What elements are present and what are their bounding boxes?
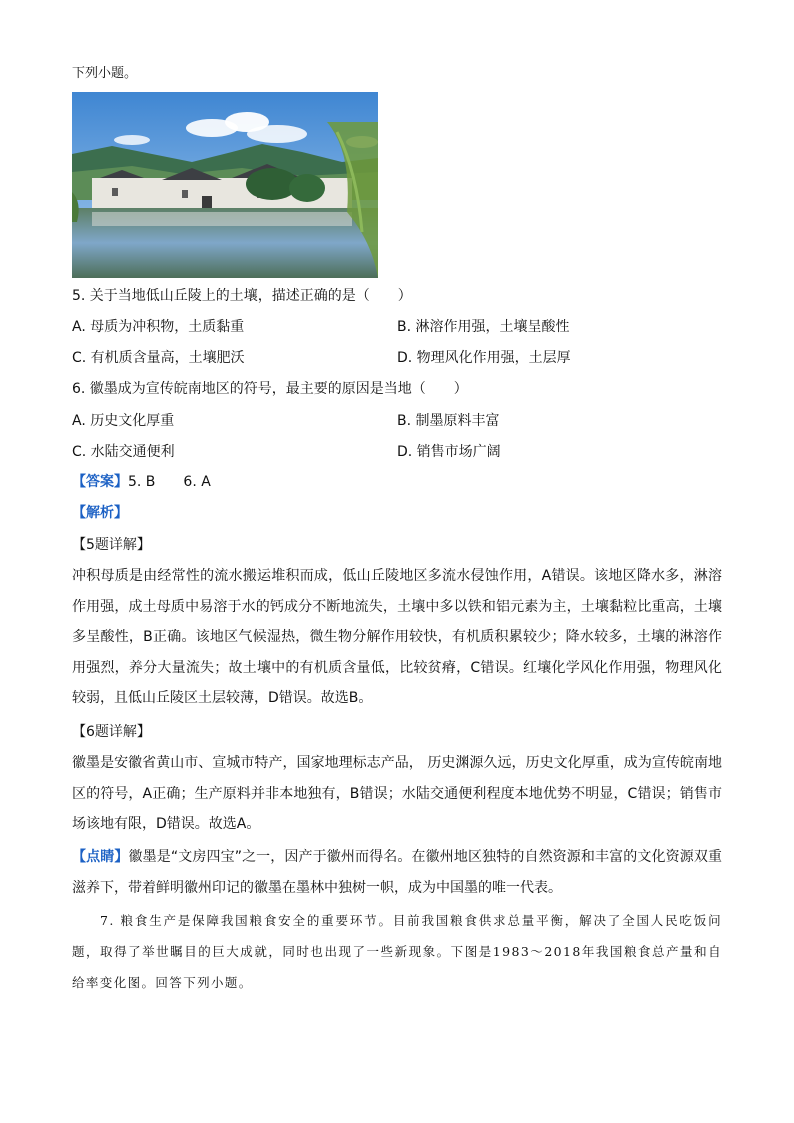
- question-6-option-d: D. 销售市场广阔: [397, 444, 501, 460]
- landscape-photo-icon: [72, 92, 378, 278]
- tip-tag: 【点睛】: [72, 849, 129, 865]
- question-6-stem: 6. 徽墨成为宣传皖南地区的符号，最主要的原因是当地（ ）: [72, 381, 468, 397]
- answer-value: 5. B 6. A: [128, 474, 211, 490]
- question-6-option-b: B. 制墨原料丰富: [397, 413, 500, 429]
- question-6-option-c: C. 水陆交通便利: [72, 444, 175, 460]
- detail-6-text: 徽墨是安徽省黄山市、宣城市特产，国家地理标志产品， 历史渊源久远，历史文化厚重，成为宣传皖南地区的符号，A正确；生产原料并非本地独有，B错误；水陆交通便利程度本地优势不明显，C错误；销售市场该地有限，D错误。故选A。: [72, 755, 722, 832]
- question-5-option-d: D. 物理风化作用强，土层厚: [397, 350, 571, 366]
- analysis-tag: 【解析】: [72, 505, 128, 521]
- detail-5-text: 冲积母质是由经常性的流水搬运堆积而成，低山丘陵地区多流水侵蚀作用，A错误。该地区降水多，淋溶作用强，成土母质中易溶于水的钙成分不断地流失，土壤中多以铁和铝元素为主，土壤黏粒比重高，土壤多呈酸性，B正确。该地区气候湿热，微生物分解作用较快，有机质积累较少；降水较多，土壤的淋溶作用强烈，养分大量流失；故土壤中的有机质含量低，比较贫瘠，C错误。红壤化学风化作用强，物理风化较弱，且低山丘陵区土层较薄，D错误。故选B。: [72, 568, 722, 706]
- answer-tag: 【答案】: [72, 474, 128, 490]
- answer-line: [72, 472, 211, 492]
- detail-5-heading: [72, 535, 151, 555]
- lead-text: 下列小题。: [72, 66, 138, 81]
- tip-paragraph: [72, 842, 722, 903]
- detail-6-heading: [72, 722, 151, 742]
- detail-5-tag: 【5题详解】: [72, 537, 151, 553]
- question-7-intro: 7. 粮食生产是保障我国粮食安全的重要环节。目前我国粮食供求总量平衡，解决了全国人民吃饭问题，取得了举世瞩目的巨大成就，同时也出现了一些新现象。下图是1983～2018年我国粮食总产量和自给率变化图。回答下列小题。: [72, 913, 722, 990]
- tip-text: 徽墨是“文房四宝”之一，因产于徽州而得名。在徽州地区独特的自然资源和丰富的文化资源双重滋养下，带着鲜明徽州印记的徽墨在墨林中独树一帜，成为中国墨的唯一代表。: [72, 849, 722, 896]
- question-5-option-a: A. 母质为冲积物，土质黏重: [72, 319, 245, 335]
- detail-6-tag: 【6题详解】: [72, 724, 151, 740]
- analysis-line: [72, 503, 128, 523]
- landscape-photo: [72, 92, 378, 278]
- question-5-option-c: C. 有机质含量高，土壤肥沃: [72, 350, 245, 366]
- question-5-option-b: B. 淋溶作用强，土壤呈酸性: [397, 319, 570, 335]
- question-5-stem: 5. 关于当地低山丘陵上的土壤，描述正确的是（ ）: [72, 288, 412, 304]
- question-6-option-a: A. 历史文化厚重: [72, 413, 175, 429]
